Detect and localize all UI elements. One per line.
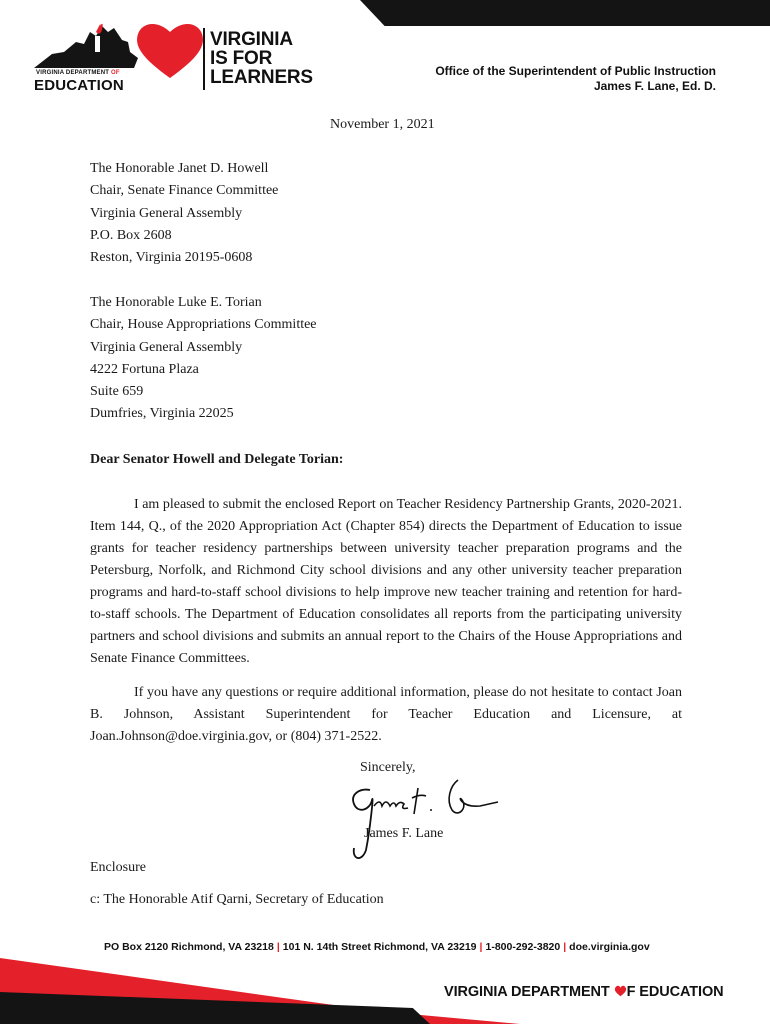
- closing: Sincerely,: [360, 760, 416, 775]
- recipient-address-1: [90, 158, 278, 269]
- enclosure-note: Enclosure: [90, 860, 146, 875]
- footer-website-link[interactable]: doe.virginia.gov: [569, 941, 650, 953]
- address-line: Suite 659: [90, 384, 144, 400]
- address-line: 4222 Fortuna Plaza: [90, 361, 199, 377]
- vde-label: VIRGINIA DEPARTMENT OF: [36, 70, 120, 76]
- address-line: Chair, House Appropriations Committee: [90, 317, 317, 333]
- signer-name: James F. Lane: [364, 826, 444, 841]
- footer-address-part: 1-800-292-3820: [485, 941, 561, 953]
- address-line: Reston, Virginia 20195-0608: [90, 250, 253, 266]
- heart-icon: [137, 24, 203, 78]
- footer-address-part: PO Box 2120 Richmond, VA 23218: [104, 941, 274, 953]
- address-line: Chair, Senate Finance Committee: [90, 183, 279, 199]
- address-line: Dumfries, Virginia 22025: [90, 406, 234, 422]
- slogan-line: VIRGINIA: [210, 29, 293, 50]
- letter-date: November 1, 2021: [330, 117, 435, 132]
- vde-education-wordmark: EDUCATION: [34, 77, 124, 94]
- header-black-band: [360, 0, 770, 26]
- footer-address-part: 101 N. 14th Street Richmond, VA 23219: [282, 941, 477, 953]
- office-person: James F. Lane, Ed. D.: [593, 79, 716, 93]
- handwritten-signature: [340, 770, 500, 865]
- slogan-line: LEARNERS: [210, 67, 313, 88]
- footer-brand: VIRGINIA DEPARTMENT F EDUCATION: [444, 984, 724, 1000]
- address-line: Virginia General Assembly: [90, 339, 243, 355]
- address-line: The Honorable Janet D. Howell: [90, 161, 269, 176]
- office-heading: [435, 64, 716, 94]
- slogan: [210, 30, 313, 87]
- salutation: Dear Senator Howell and Delegate Torian:: [90, 452, 344, 467]
- office-title: Office of the Superintendent of Public Instruction: [435, 64, 716, 78]
- address-line: Virginia General Assembly: [90, 205, 243, 221]
- heart-icon: [614, 985, 627, 997]
- address-line: The Honorable Luke E. Torian: [90, 295, 262, 310]
- slogan-line: IS FOR: [210, 48, 273, 69]
- body-paragraph-2: If you have any questions or require additional information, please do not hesitate to contact Joan B. Johnson, Assistant Superintendent for Teacher Education and Licensure, at Joan.Johnson@doe.virginia.gov, or (804) 371-2522.: [90, 685, 682, 744]
- cc-line: c: The Honorable Atif Qarni, Secretary of Education: [90, 892, 384, 907]
- body-paragraph-1: I am pleased to submit the enclosed Report on Teacher Residency Partnership Grants, 2020-2021. Item 144, Q., of the 2020 Appropriation Act (Chapter 854) directs the Department of Education to issue grants for teacher residency partnerships between university teacher preparation programs and the Petersburg, Norfolk, and Richmond City school divisions and any other university teacher preparation programs and hard-to-staff school divisions to help improve new teacher training and retention for hard- to-staff schools. The Department of Education consolidates all reports from the participating university partners and school divisions and submits an annual report to the Chairs of the House Appropriations and Senate Finance Committees.: [90, 497, 682, 666]
- logo-divider: [203, 28, 205, 90]
- address-line: P.O. Box 2608: [90, 227, 172, 243]
- recipient-address-2: [90, 292, 317, 426]
- footer-address: PO Box 2120 Richmond, VA 23218 | 101 N. 14th Street Richmond, VA 23219 | 1-800-292-3820 | doe.virginia.gov: [104, 941, 650, 953]
- virginia-map-icon: [34, 26, 138, 68]
